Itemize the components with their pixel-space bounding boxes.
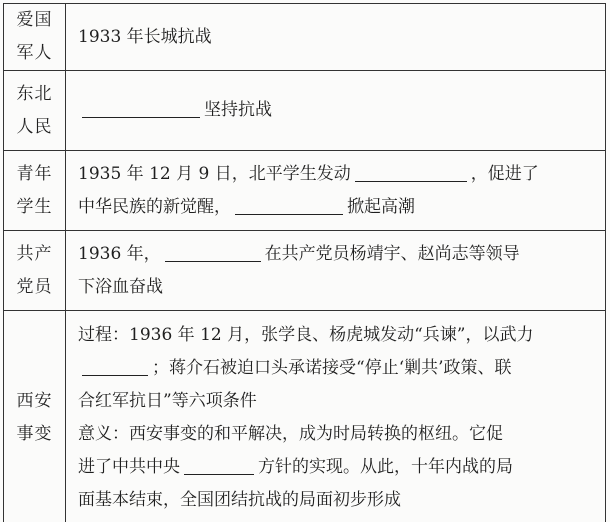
history-table	[3, 3, 606, 522]
table-row	[4, 4, 606, 71]
row-content: 1935 年 12 月 9 日，北平学生发动 ，促进了 中华民族的新觉醒， 掀起高潮	[66, 151, 606, 231]
answer-blank[interactable]	[82, 374, 148, 376]
row-header: 青年 学生	[4, 151, 66, 231]
row-header: 共产 党员	[4, 231, 66, 311]
row-header: 东北 人民	[4, 71, 66, 151]
table-row	[4, 231, 606, 311]
answer-blank[interactable]	[235, 213, 343, 215]
answer-blank[interactable]	[165, 260, 261, 262]
row-content: 1936 年， 在共产党员杨靖宇、赵尚志等领导 下浴血奋战	[66, 231, 606, 311]
answer-blank[interactable]	[184, 473, 254, 475]
table-row	[4, 151, 606, 231]
row-content: 1933 年长城抗战	[66, 4, 606, 71]
table-row	[4, 71, 606, 151]
answer-blank[interactable]	[82, 116, 200, 118]
row-content: 过程：1936 年 12 月，张学良、杨虎城发动“兵谏”，以武力 ；蒋介石被迫口头承诺接受“停止‘剿共’政策、联 合红军抗日”等六项条件 意义：西安事变的和平解决，成为时局转换的枢纽。它促 进了中共中央 方针的实现。从此，十年内战的局 面基本结束，全国团结抗战的局面初步形成	[66, 311, 606, 522]
row-content: 坚持抗战	[66, 71, 606, 151]
row-header: 爱国 军人	[4, 4, 66, 71]
table-row	[4, 311, 606, 522]
row-header: 西安 事变	[4, 311, 66, 522]
answer-blank[interactable]	[355, 180, 467, 182]
